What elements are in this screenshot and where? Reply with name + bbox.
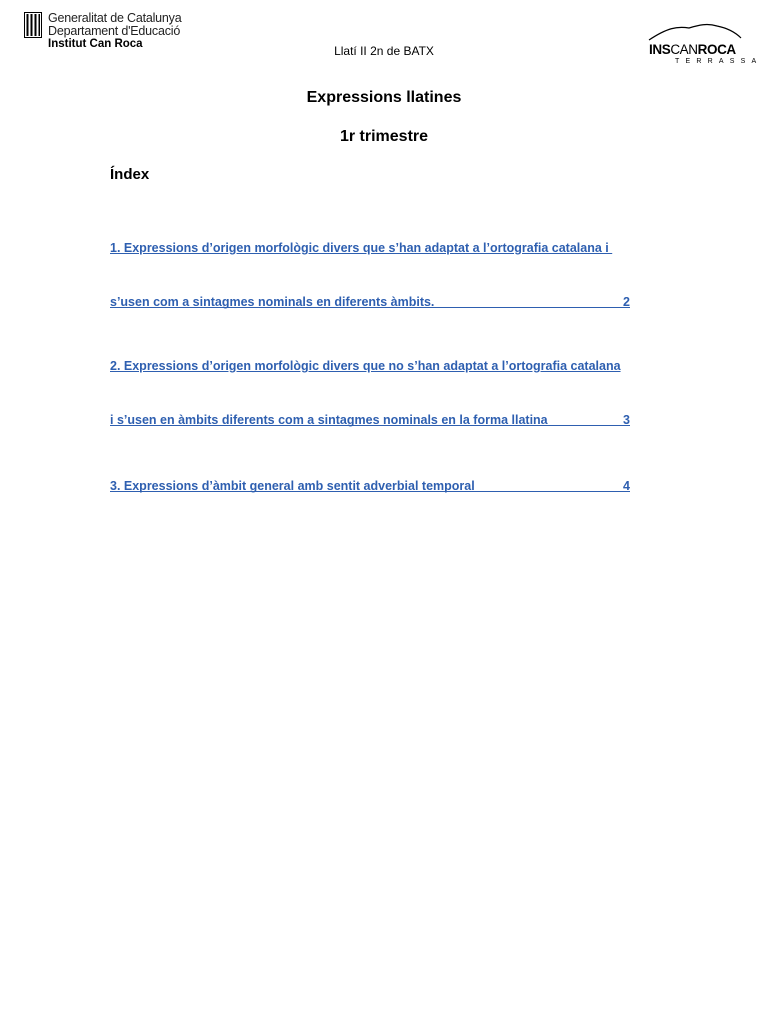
institute-name: Institut Can Roca bbox=[48, 38, 143, 50]
toc-entry-2-page: 3 bbox=[623, 413, 630, 427]
logo-can: CAN bbox=[670, 42, 698, 57]
toc-entry-2-line1[interactable]: 2. Expressions d’origen morfològic divers que no s’han adaptat a l’ortografia catalana bbox=[110, 359, 621, 373]
toc-entry-1-line2[interactable] bbox=[110, 295, 630, 309]
department-name: Departament d'Educació bbox=[48, 24, 181, 38]
logo-ins: INS bbox=[649, 42, 671, 57]
logo-wordmark bbox=[649, 42, 736, 57]
index-heading: Índex bbox=[110, 166, 150, 183]
mountain-arc-icon bbox=[647, 22, 743, 42]
course-label: Llatí II 2n de BATX bbox=[334, 44, 434, 58]
gencat-name: Generalitat de Catalunya bbox=[48, 11, 182, 25]
toc-entry-3-page: 4 bbox=[623, 479, 630, 493]
toc-entry-2-text: i s’usen en àmbits diferents com a sintagmes nominals en la forma llatina bbox=[110, 413, 548, 427]
ins-can-roca-logo bbox=[645, 22, 763, 68]
document-title: Expressions llatines bbox=[306, 89, 462, 106]
toc-entry-1-page: 2 bbox=[623, 295, 630, 309]
toc-entry-2-line2[interactable] bbox=[110, 413, 630, 427]
logo-roca: ROCA bbox=[697, 42, 736, 57]
toc-entry-1-line1[interactable]: 1. Expressions d’origen morfològic divers que s’han adaptat a l’ortografia catalana i bbox=[110, 241, 613, 255]
document-subtitle: 1r trimestre bbox=[339, 128, 429, 145]
catalan-flag-emblem-icon bbox=[24, 12, 42, 38]
toc-entry-1-text: s’usen com a sintagmes nominals en diferents àmbits. bbox=[110, 295, 435, 309]
toc-entry-3-text: 3. Expressions d’àmbit general amb sentit adverbial temporal bbox=[110, 479, 475, 493]
toc-entry-3[interactable] bbox=[110, 479, 630, 493]
logo-city: TERRASSA bbox=[675, 58, 763, 65]
